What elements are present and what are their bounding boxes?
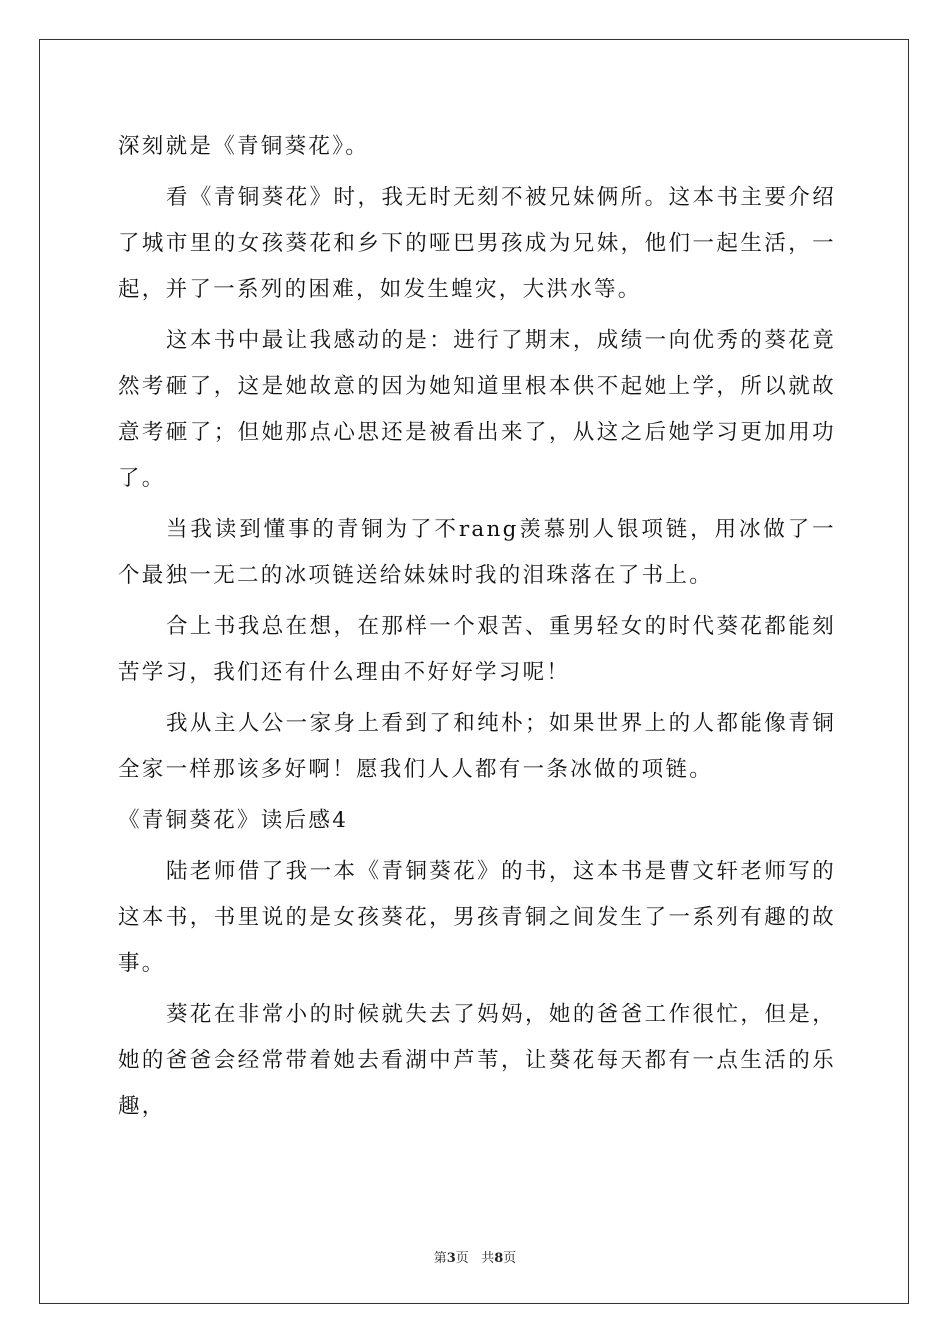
paragraph: 深刻就是《青铜葵花》。 <box>118 134 370 159</box>
page-prefix: 第 <box>433 1251 447 1266</box>
total-suffix: 页 <box>503 1251 517 1266</box>
paragraph: 我从主人公一家身上看到了和纯朴；如果世界上的人都能像青铜全家一样那该多好啊！愿我们人人都有一条冰做的项链。 <box>118 711 836 782</box>
page-suffix: 页 <box>455 1251 469 1266</box>
page-number: 3 <box>446 1251 456 1266</box>
section-heading: 《青铜葵花》读后感4 <box>118 808 349 833</box>
paragraph: 看《青铜葵花》时，我无时无刻不被兄妹俩所。这本书主要介绍了城市里的女孩葵花和乡下的哑巴男孩成为兄妹，他们一起生活，一起，并了一系列的困难，如发生蝗灾，大洪水等。 <box>118 185 836 302</box>
paragraph: 当我读到懂事的青铜为了不rang羡慕别人银项链，用冰做了一个最独一无二的冰项链送给妹妹时我的泪珠落在了书上。 <box>118 517 836 588</box>
paragraph: 合上书我总在想，在那样一个艰苦、重男轻女的时代葵花都能刻苦学习，我们还有什么理由不好好学习呢！ <box>118 614 836 685</box>
document-body <box>118 124 836 1135</box>
total-prefix: 共 <box>481 1251 495 1266</box>
paragraph: 这本书中最让我感动的是：进行了期末，成绩一向优秀的葵花竟然考砸了，这是她故意的因为她知道里根本供不起她上学，所以就故意考砸了；但她那点心思还是被看出来了，从这之后她学习更加用功了。 <box>118 328 836 491</box>
total-pages: 8 <box>494 1251 504 1266</box>
paragraph: 葵花在非常小的时候就失去了妈妈，她的爸爸工作很忙，但是，她的爸爸会经常带着她去看湖中芦苇，让葵花每天都有一点生活的乐趣， <box>118 1002 836 1119</box>
paragraph: 陆老师借了我一本《青铜葵花》的书，这本书是曹文轩老师写的这本书，书里说的是女孩葵花，男孩青铜之间发生了一系列有趣的故事。 <box>118 859 836 976</box>
page-footer <box>0 1247 950 1266</box>
